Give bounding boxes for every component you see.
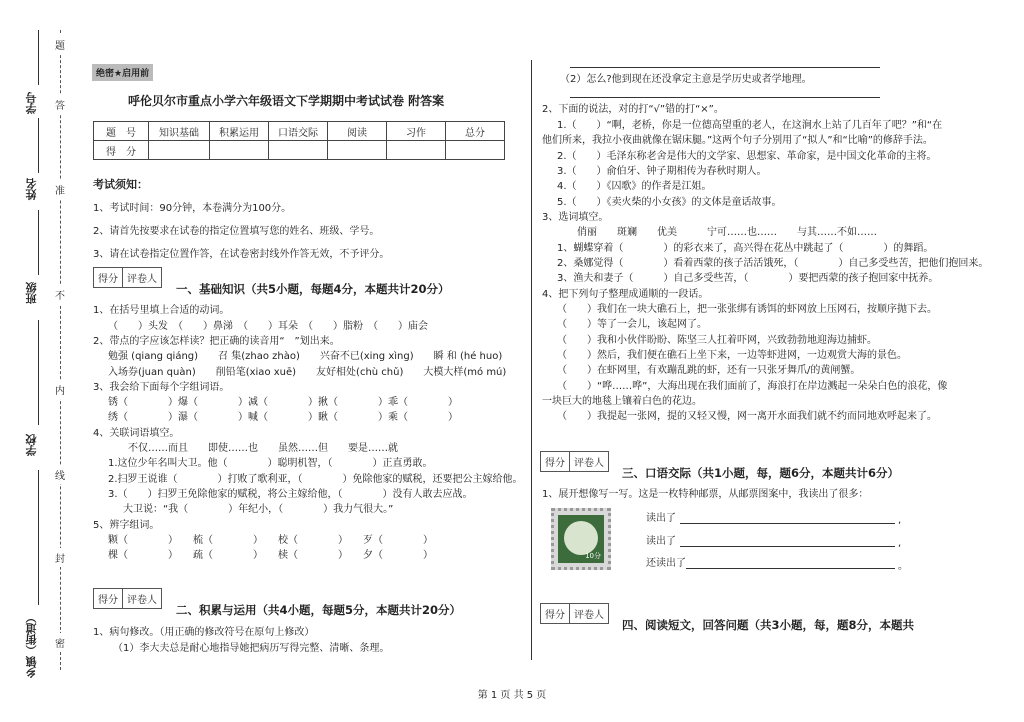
score-cell[interactable] xyxy=(387,141,446,160)
question-line: 1、在括号里填上合适的动词。 xyxy=(93,305,230,316)
question-line: （ ）我提起一张网，提的又轻又慢，网一离开水面我们就不约而同地欢呼起来了。 xyxy=(557,411,937,422)
grader-reviewer-label: 评卷人 xyxy=(574,610,604,621)
table-cell: 习作 xyxy=(387,122,446,141)
question-line: 2、桑娜觉得（ ）看着西蒙的孩子活活饿死，（ ）自己多受些苦，把他们抱回来。 xyxy=(557,258,989,269)
question-line: 3、选词填空。 xyxy=(542,212,609,223)
grader-reviewer-label: 评卷人 xyxy=(127,274,157,285)
score-cell[interactable] xyxy=(269,141,328,160)
student-id-label: 学号 xyxy=(25,92,38,114)
score-cell[interactable] xyxy=(210,141,269,160)
binding-margin xyxy=(0,0,75,722)
exam-title: 呼伦贝尔市重点小学六年级语文下学期期中考试试卷 附答案 xyxy=(128,94,445,108)
question-line: 2、下面的说法，对的打“√”错的打“×”。 xyxy=(542,104,724,115)
grader-box xyxy=(93,588,162,609)
score-table-header-row xyxy=(94,122,505,141)
score-table-score-row xyxy=(94,141,505,160)
read-line-label: 还读出了 xyxy=(646,558,686,569)
table-cell: 知识基础 xyxy=(149,122,210,141)
question-line: 4、关联词语填空。 xyxy=(93,428,180,439)
page-footer: 第 1 页 共 5 页 xyxy=(477,690,547,701)
grader-box xyxy=(540,603,609,624)
question-line: （ ）等了一会儿，该起网了。 xyxy=(557,319,707,330)
question-line: 3、我会给下面每个字组词语。 xyxy=(93,382,230,393)
seal-char: 不 xyxy=(55,285,65,304)
question-line: 棵（ ） 疏（ ） 椟（ ） 夕（ ） xyxy=(108,550,433,561)
question-line: 3.（ ）扫罗王免除他家的赋税，将公主嫁给他，（ ）没有人敢去应战。 xyxy=(108,489,473,500)
score-table xyxy=(93,121,505,160)
question-line: 2.扫罗王说谁（ ）打败了歌利亚，（ ）免除他家的赋税，还要把公主嫁给他。 xyxy=(108,474,523,485)
school-label: 学校 xyxy=(25,434,38,456)
table-cell: 阅读 xyxy=(328,122,387,141)
question-line: 4.（ ）《囚歌》的作者是江姐。 xyxy=(557,181,712,192)
notice-item: 2、请首先按要求在试卷的指定位置填写您的姓名、班级、学号。 xyxy=(93,226,380,237)
section2-title: 二、积累与运用（共4小题，每题5分，本题共计20分） xyxy=(176,603,462,617)
name-label: 姓名 xyxy=(25,178,38,200)
grader-reviewer-label: 评卷人 xyxy=(574,458,604,469)
township-line xyxy=(38,470,39,605)
table-cell: 口语交际 xyxy=(269,122,328,141)
name-line xyxy=(38,118,39,173)
question-line: 1、蝴蝶穿着（ ）的彩衣来了，高兴得在花丛中跳起了（ ）的舞蹈。 xyxy=(557,243,934,254)
table-cell: 积累运用 xyxy=(210,122,269,141)
question-line: 入场券(juan quàn) 削铅笔(xiao xuē) 友好相处(chù chǔ) 大模大样(mó mú) xyxy=(108,367,507,378)
question-line: （ ）头发 （ ）鼻涕 （ ）耳朵 （ ）脂粉 （ ）庙会 xyxy=(108,321,428,332)
question-line: （1）李大夫总是耐心地指导她把病历写得完整、清晰、条理。 xyxy=(113,643,390,654)
seal-char: 准 xyxy=(55,180,65,199)
answer-line xyxy=(570,67,880,68)
question-line: 一块巨大的地毯上镶着白色的花边。 xyxy=(542,396,702,407)
student-id-line xyxy=(38,30,39,85)
school-line xyxy=(38,320,39,425)
comma: , xyxy=(898,538,902,549)
notice-item: 3、请在试卷指定位置作答，在试卷密封线外作答无效，不予评分。 xyxy=(93,249,390,260)
globe-icon xyxy=(564,521,598,555)
score-cell[interactable] xyxy=(328,141,387,160)
township-label: 乡镇（街道） xyxy=(25,612,38,678)
question-line: 1.（ ）“啊，老桥，你是一位德高望重的老人，在这涧水上站了几百年了吧？”和“在 xyxy=(557,120,943,131)
notice-item: 1、考试时间：90分钟，本卷满分为100分。 xyxy=(93,203,292,214)
question-line: （ ）在虾网里，有欢蹦乱跳的虾，还有一只张牙舞爪/的黄闸蟹。 xyxy=(557,365,861,376)
question-line: 4、把下列句子整理成通顺的一段话。 xyxy=(542,289,709,300)
confidential-tag: 绝密★启用前 xyxy=(92,64,153,81)
comma: , xyxy=(898,515,902,526)
grader-score-label: 得分 xyxy=(94,589,123,608)
grader-reviewer-label: 评卷人 xyxy=(127,595,157,606)
seal-char: 密 xyxy=(55,633,65,652)
question-line: 俏丽 斑斓 优美 宁可……也…… 与其……不如…… xyxy=(577,227,877,238)
grader-score-label: 得分 xyxy=(541,604,570,623)
score-cell[interactable] xyxy=(149,141,210,160)
question-line: 颗（ ） 梳（ ） 校（ ） 歹（ ） xyxy=(108,535,433,546)
table-cell: 得 分 xyxy=(94,141,149,160)
question-line: 1.这位少年名叫大卫。他（ ）聪明机智，（ ）正直勇敢。 xyxy=(108,458,433,469)
question-line: （ ）“哗……哗”，大海出现在我们面前了，海浪打在岸边溅起一朵朵白色的浪花，像 xyxy=(557,381,948,392)
class-line xyxy=(38,210,39,275)
table-cell: 总分 xyxy=(446,122,505,141)
table-cell: 题 号 xyxy=(94,122,149,141)
question-line: 2.（ ）毛泽东称老舍是伟大的文学家、思想家、革命家，是中国文化革命的主将。 xyxy=(557,151,937,162)
question-line: 3.（ ）俞伯牙、钟子期相传为春秋时期人。 xyxy=(557,166,767,177)
section1-title: 一、基础知识（共5小题，每题4分，本题共计20分） xyxy=(176,282,450,296)
seal-char: 题 xyxy=(55,35,65,54)
class-label: 班级 xyxy=(25,282,38,304)
grader-score-label: 得分 xyxy=(541,452,570,471)
seal-char: 线 xyxy=(55,465,65,484)
question-line: 3、渔夫和妻子（ ）自己多受些苦，（ ）要把西蒙的孩子抱回家中抚养。 xyxy=(557,273,939,284)
grader-box xyxy=(93,267,162,288)
answer-field[interactable] xyxy=(680,523,895,524)
question-line: 1、病句修改。（用正确的修改符号在原句上修改） xyxy=(93,627,315,638)
question-line: （ ）然后，我们便在礁石上坐下来，一边等虾进网，一边观赏大海的景色。 xyxy=(557,350,907,361)
seal-char: 内 xyxy=(55,380,65,399)
question-line: 锈（ ）爆（ ）减（ ）揪（ ）乖（ ） xyxy=(108,397,458,408)
question-line: 不仅……而且 即使……也 虽然……但 要是……就 xyxy=(128,443,398,454)
answer-field[interactable] xyxy=(686,568,895,569)
period: 。 xyxy=(898,561,908,572)
question-line: （ ）我和小伙伴盼盼、陈坚三人扛着吓网，兴致勃勃地迎海边捕虾。 xyxy=(557,335,877,346)
column-divider xyxy=(531,60,532,660)
stamp-picture xyxy=(558,515,604,563)
grader-score-label: 得分 xyxy=(94,268,123,287)
section3-title: 三、口语交际（共1小题，每，题6分，本题共计6分） xyxy=(622,466,900,480)
seal-char: 答 xyxy=(55,95,65,114)
question-line: 1、展开想像写一写。这是一枚特种邮票，从邮票图案中，我读出了很多： xyxy=(542,489,869,500)
question-line: 绣（ ）瀑（ ）喊（ ）瞅（ ）乘（ ） xyxy=(108,412,458,423)
stamp-value: 10分 xyxy=(585,552,601,560)
read-line-label: 读出了 xyxy=(646,536,676,547)
question-line: （2）怎么?他到现在还没拿定主意是学历史或者学地理。 xyxy=(560,74,812,85)
answer-line xyxy=(570,97,880,98)
grader-box xyxy=(540,451,609,472)
read-line-label: 读出了 xyxy=(646,513,676,524)
question-line: 大卫说：“我（ ）年纪小，（ ）我力气很大。” xyxy=(123,504,394,515)
question-line: （ ）我们在一块大礁石上，把一张张绑有诱饵的虾网放上压网石，按顺序抛下去。 xyxy=(557,304,937,315)
seal-dashed-line xyxy=(60,30,61,670)
question-line: 勉强 (qiang qiáng) 召 集(zhao zhào) 兴奋不已(xing xìng) 瞬 和 (hé huo) xyxy=(108,351,503,362)
score-cell[interactable] xyxy=(446,141,505,160)
question-line: 2、带点的字应该怎样读？把正确的读音用“ ”划出来。 xyxy=(93,336,340,347)
answer-field[interactable] xyxy=(680,546,895,547)
postage-stamp-image xyxy=(551,508,611,570)
question-line: 5.（ ）《卖火柴的小女孩》的文体是童话故事。 xyxy=(557,197,782,208)
notice-heading: 考试须知： xyxy=(93,178,148,191)
seal-char: 封 xyxy=(55,548,65,567)
question-line: 5、辨字组词。 xyxy=(93,520,160,531)
question-line: 他们所来，我拉小夜曲就像在锯床腿。”这两个句子分别用了“拟人”和“比喻”的修辞手法。 xyxy=(542,135,933,146)
section4-title: 四、阅读短文，回答问题（共3小题，每，题8分，本题共 xyxy=(622,618,915,632)
